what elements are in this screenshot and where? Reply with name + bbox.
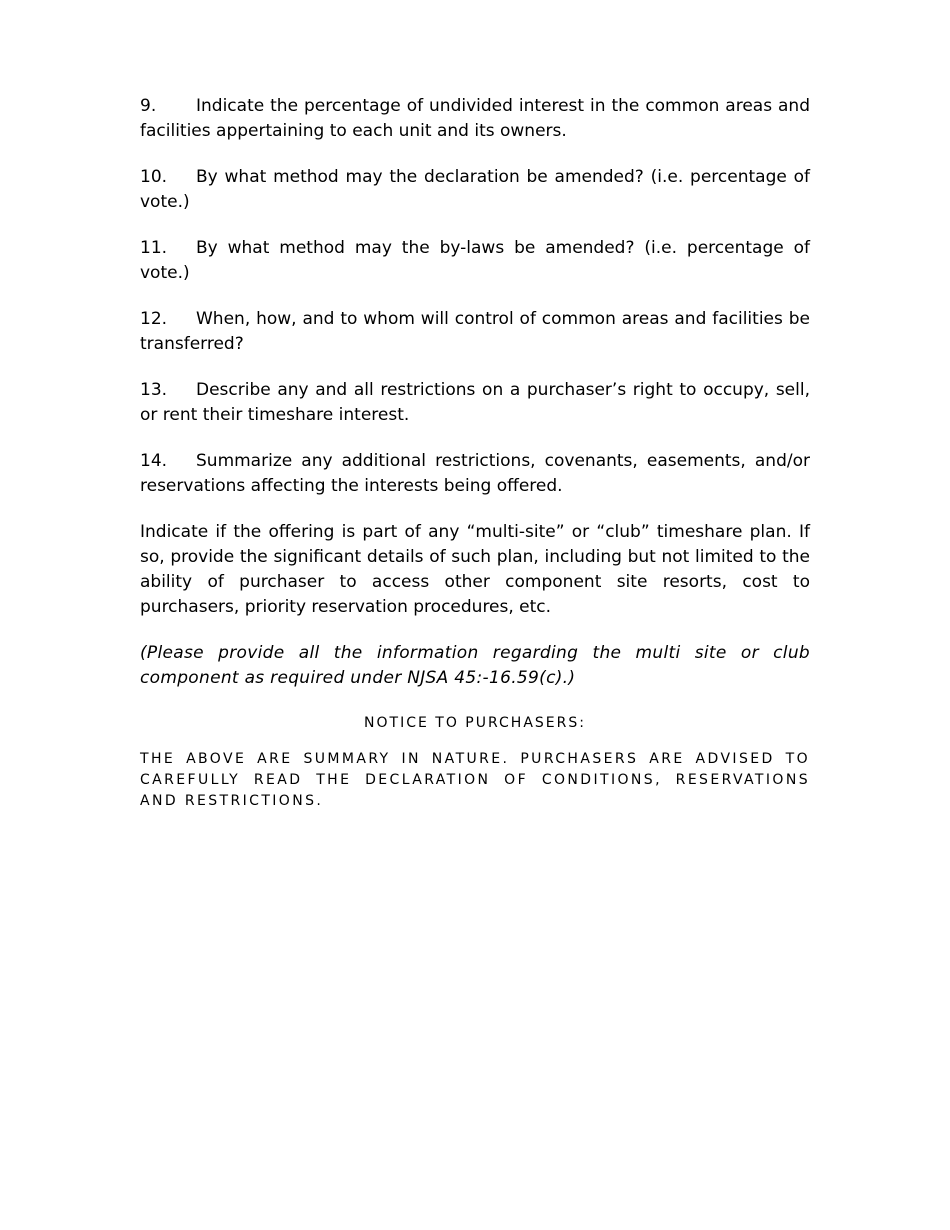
question-item-12 (140, 307, 810, 357)
question-text: Describe any and all restrictions on a purchaser’s right to occupy, sell, or rent their timeshare interest. (140, 380, 810, 425)
question-text: By what method may the declaration be amended? (i.e. percentage of vote.) (140, 167, 810, 212)
question-number: 9. (140, 96, 157, 116)
question-item-10 (140, 165, 810, 215)
question-item-14 (140, 449, 810, 499)
question-item-9 (140, 94, 810, 144)
notice-body: THE ABOVE ARE SUMMARY IN NATURE. PURCHASERS ARE ADVISED TO CAREFULLY READ THE DECLARATION OF CONDITIONS, RESERVATIONS AND RESTRICTIONS. (140, 751, 810, 809)
question-text: Summarize any additional restrictions, covenants, easements, and/or reservations affecting the interests being offered. (140, 451, 810, 496)
question-item-13 (140, 378, 810, 428)
notice-heading: NOTICE TO PURCHASERS: (364, 715, 586, 731)
question-number: 10. (140, 167, 168, 187)
question-number: 11. (140, 238, 168, 258)
question-item-11 (140, 236, 810, 286)
question-text: When, how, and to whom will control of common areas and facilities be transferred? (140, 309, 810, 354)
question-text: By what method may the by-laws be amended? (i.e. percentage of vote.) (140, 238, 810, 283)
question-number: 12. (140, 309, 168, 329)
document-page (140, 94, 810, 812)
question-text: Indicate the percentage of undivided interest in the common areas and facilities appertaining to each unit and its owners. (140, 96, 810, 141)
italic-note: (Please provide all the information regarding the multi site or club component as required under NJSA 45:-16.59(c).) (140, 643, 810, 688)
multisite-paragraph: Indicate if the offering is part of any “multi-site” or “club” timeshare plan. If so, provide the significant details of such plan, including but not limited to the ability of purchaser to access other component site resorts, cost to purchasers, priority reservation procedures, etc. (140, 522, 810, 617)
question-number: 14. (140, 451, 168, 471)
question-number: 13. (140, 380, 168, 400)
